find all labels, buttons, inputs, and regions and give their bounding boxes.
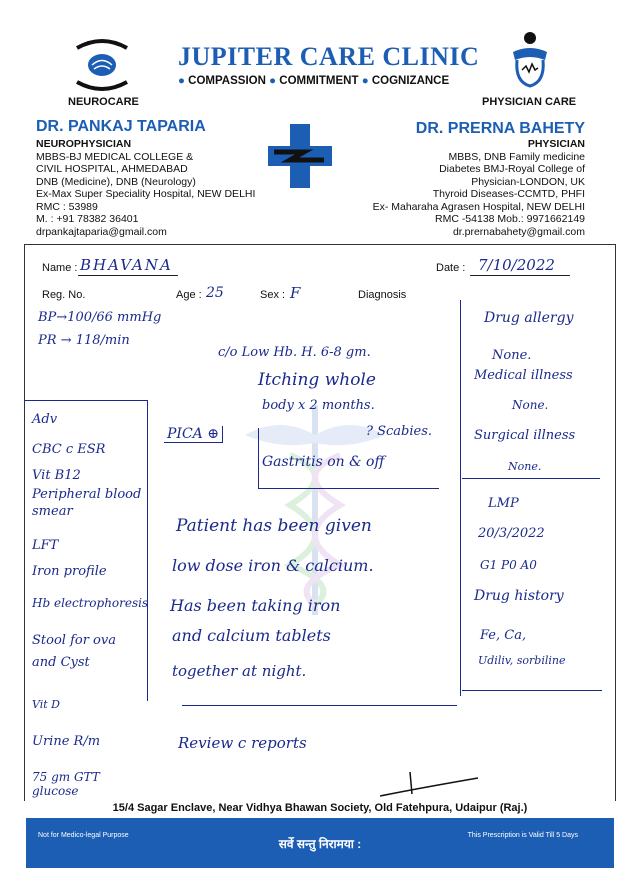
detail-line: DNB (Medicine), DNB (Neurology) [36,175,196,188]
left-doctor-specialty: NEUROPHYSICIAN [36,138,132,150]
footer-right-note: This Prescription is Valid Till 5 Days [467,832,578,839]
regno-label: Reg. No. [42,289,86,301]
detail-line: MBBS, DNB Family medicine [448,150,585,163]
history-item: Udiliv, sorbiline [478,654,566,667]
advice-item: 75 gm GTT glucose [32,770,100,798]
complaint-bracket [258,428,439,489]
stethoscope-heart-icon [505,30,555,92]
clinic-name: JUPITER CARE CLINIC [178,42,480,71]
complaint-line: ? Scabies. [366,424,433,439]
advice-title: Adv [32,412,58,427]
name-label: Name : [42,262,78,274]
advice-item: LFT [32,538,59,553]
age-value: 25 [206,285,224,301]
detail-line: Ex- Maharaha Agrasen Hospital, NEW DELHI [372,200,585,213]
history-item: G1 P0 A0 [480,558,537,572]
history-item: 20/3/2022 [478,526,545,541]
date-value: 7/10/2022 [478,256,555,274]
history-item: Drug allergy [484,310,574,326]
tagline-item: COGNIZANCE [371,75,450,87]
detail-line: Ex-Max Super Speciality Hospital, NEW DELHI [36,188,256,200]
history-item: LMP [488,496,519,511]
left-doctor-name: DR. PANKAJ TAPARIA [36,118,206,135]
history-bottom-divider [462,690,602,691]
date-label: Date : [436,262,466,274]
note-line: and calcium tablets [172,626,331,645]
history-item: Surgical illness [474,428,576,443]
tagline-item: COMMITMENT [279,75,359,87]
note-line: together at night. [172,662,307,680]
advice-item: Urine R/m [32,734,101,749]
right-doctor-specialty: PHYSICIAN [527,138,585,150]
date-underline [470,275,570,276]
detail-line: Diabetes BMJ-Royal College of [439,163,585,175]
complaint-line: Itching whole [258,370,376,390]
doctor-signature [380,770,480,800]
advice-item: Hb electrophoresis [32,596,149,610]
footer-bar [26,818,614,868]
detail-line: RMC : 53989 [36,200,98,213]
age-label: Age : [176,289,202,301]
note-line: Patient has been given [176,516,372,536]
history-item: None. [512,398,549,412]
notes-divider [182,705,457,706]
right-doctor-name: DR. PRERNA BAHETY [415,120,585,137]
advice-item: CBC c ESR [32,442,106,457]
detail-line: Thyroid Diseases-CCMTD, PHFI [432,188,585,200]
clinic-address: 15/4 Sagar Enclave, Near Vidhya Bhawan Society, Old Fatehpura, Udaipur (Raj.) [112,802,528,814]
sex-label: Sex : [260,289,286,301]
diagnosis-label: Diagnosis [358,289,407,301]
review-note: Review c reports [178,734,307,752]
detail-line: dr.prernabahety@gmail.com [452,225,585,238]
advice-item: Peripheral blood smear [32,487,142,519]
clinic-tagline: ● COMPASSION ● COMMITMENT ● COGNIZANCE [178,75,450,87]
footer-left-note: Not for Medico-legal Purpose [38,832,129,839]
detail-line: M. : +91 78382 36401 [36,213,139,225]
complaint-line: Gastritis on & off [262,454,385,470]
advice-item: Vit D [32,698,61,711]
history-item: Fe, Ca, [480,628,527,643]
right-doctor-details [373,138,585,238]
left-department-label: NEUROCARE [68,96,139,108]
history-item: Medical illness [474,368,573,383]
tagline-item: COMPASSION [188,75,266,87]
history-item: None. [508,460,542,473]
advice-item: Stool for ova and Cyst [32,633,116,670]
name-underline [78,275,178,276]
note-line: Has been taking iron [170,596,341,615]
note-line: low dose iron & calcium. [172,556,374,575]
right-department-label: PHYSICIAN CARE [482,96,577,108]
complaint-line: c/o Low Hb. H. 6-8 gm. [218,345,371,360]
medical-cross-icon [268,124,332,188]
footer-motto: सर्वे सन्तु निरामया : [278,837,362,851]
pica-note: PICA ⊕ [164,426,223,443]
brain-hands-icon [72,36,132,94]
patient-name: BHAVANA [80,256,173,274]
history-item: Drug history [474,588,564,604]
detail-line: drpankajtaparia@gmail.com [36,225,167,238]
left-doctor-details [36,138,255,238]
history-divider [462,478,600,479]
detail-line: RMC -54138 Mob.: 9971662149 [434,213,585,225]
advice-item: Iron profile [32,564,107,579]
complaint-line: body x 2 months. [262,398,375,413]
history-item: None. [492,348,532,363]
vital-pr: PR → 118/min [38,333,130,348]
detail-line: CIVIL HOSPITAL, AHMEDABAD [36,163,188,175]
advice-item: Vit B12 [32,468,81,483]
vital-bp: BP→100/66 mmHg [38,310,162,325]
sex-value: F [290,284,301,302]
detail-line: Physician-LONDON, UK [471,175,585,188]
detail-line: MBBS-BJ MEDICAL COLLEGE & [36,150,194,163]
